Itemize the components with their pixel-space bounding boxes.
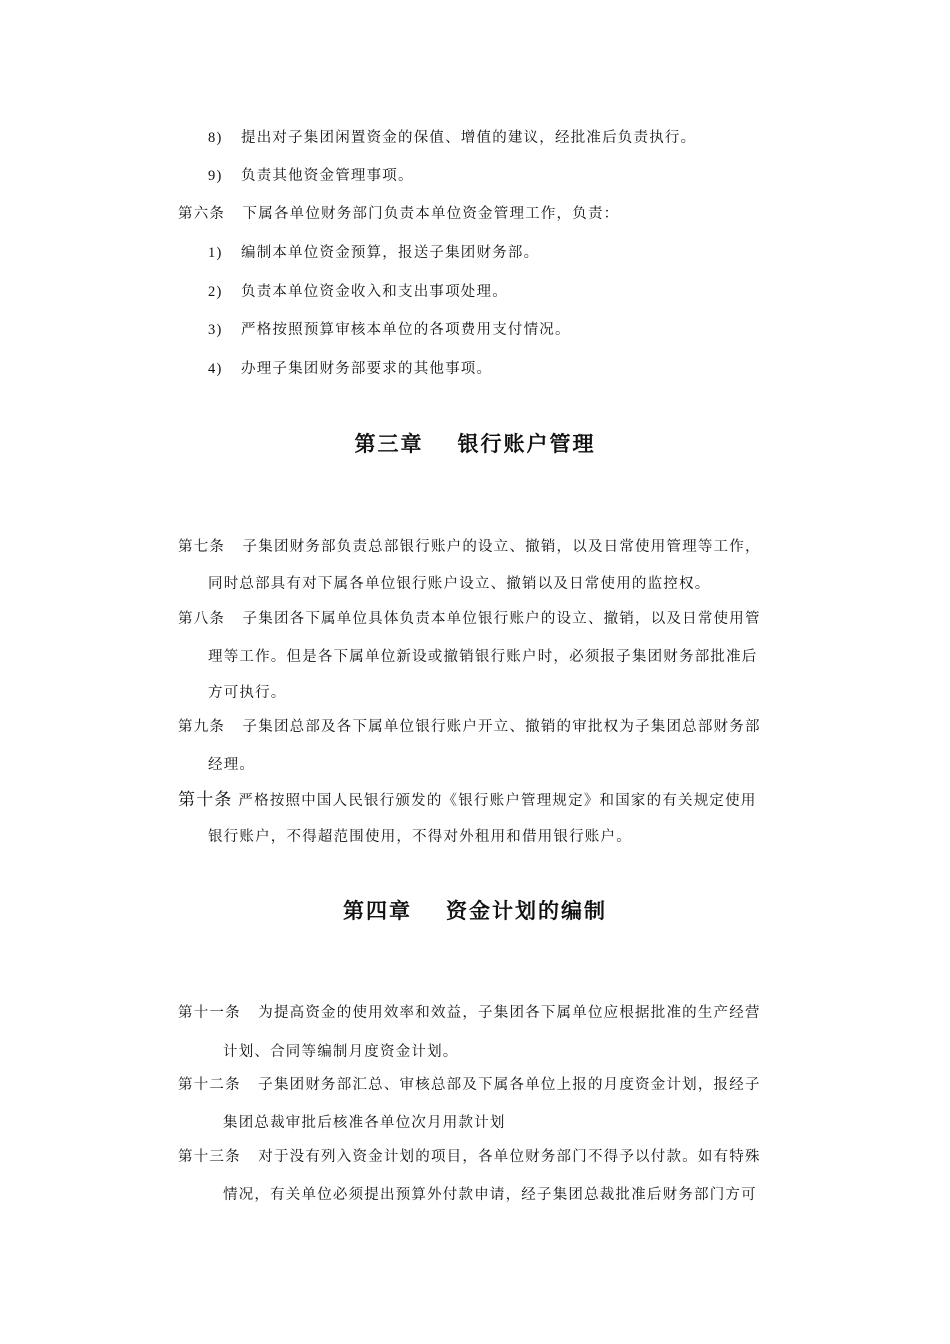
article-text: 为提高资金的使用效率和效益，子集团各下属单位应根据批准的生产经营: [258, 1005, 761, 1021]
article-text: 银行账户，不得超范围使用，不得对外租用和借用银行账户。: [208, 829, 632, 845]
item-text: 提出对子集团闲置资金的保值、增值的建议，经批准后负责执行。: [241, 130, 697, 146]
list-item: [208, 129, 696, 147]
article-9: [178, 718, 761, 736]
chapter-heading: [0, 898, 950, 924]
article-9-cont: [208, 756, 255, 774]
item-number: 4): [208, 361, 223, 377]
article-text: 子集团各下属单位具体负责本单位银行账户的设立、撤销，以及日常使用管: [242, 611, 761, 627]
article-11-cont: [223, 1043, 459, 1061]
article-12-cont: [223, 1114, 506, 1132]
article-8-cont: [208, 684, 287, 702]
article-text: 严格按照中国人民银行颁发的《银行账户管理规定》和国家的有关规定使用: [238, 793, 757, 809]
article-6: [178, 205, 619, 223]
article-text: 理等工作。但是各下属单位新设或撤销银行账户时，必须报子集团财务部批准后: [208, 649, 758, 665]
article-text: 集团总裁审批后核准各单位次月用款计划: [223, 1115, 506, 1131]
article-text: 方可执行。: [208, 685, 287, 701]
item-number: 1): [208, 245, 223, 261]
list-item: [208, 167, 414, 185]
article-text: 对于没有列入资金计划的项目，各单位财务部门不得予以付款。如有特殊: [258, 1149, 761, 1165]
item-text: 编制本单位资金预算，报送子集团财务部。: [241, 245, 540, 261]
article-text: 经理。: [208, 757, 256, 773]
item-number: 3): [208, 322, 223, 338]
list-item: [208, 283, 508, 301]
article-8-cont: [208, 648, 758, 666]
article-7: [178, 538, 761, 556]
article-text: 下属各单位财务部门负责本单位资金管理工作，负责：: [242, 206, 620, 222]
list-item: [208, 360, 492, 378]
chapter-number: 第三章: [354, 432, 424, 456]
item-text: 严格按照预算审核本单位的各项费用支付情况。: [241, 322, 571, 338]
article-13: [178, 1148, 761, 1166]
item-number: 2): [208, 284, 223, 300]
article-10: [178, 791, 757, 810]
article-label: 第七条: [178, 539, 226, 555]
article-label: 第十三条: [178, 1149, 241, 1165]
article-text: 子集团财务部负责总部银行账户的设立、撤销，以及日常使用管理等工作，: [242, 539, 761, 555]
article-13-cont: [223, 1186, 757, 1204]
chapter-title: 银行账户管理: [457, 432, 596, 456]
article-label: 第十一条: [178, 1005, 241, 1021]
item-text: 负责其他资金管理事项。: [241, 168, 414, 184]
list-item: [208, 321, 571, 339]
article-label: 第十二条: [178, 1077, 241, 1093]
item-text: 负责本单位资金收入和支出事项处理。: [241, 284, 508, 300]
item-number: 9): [208, 168, 223, 184]
article-10-cont: [208, 828, 632, 846]
item-number: 8): [208, 130, 223, 146]
article-label: 第六条: [178, 206, 226, 222]
article-text: 情况，有关单位必须提出预算外付款申请，经子集团总裁批准后财务部门方可: [223, 1187, 757, 1203]
article-label: 第八条: [178, 611, 226, 627]
article-11: [178, 1004, 761, 1022]
article-8: [178, 610, 761, 628]
item-text: 办理子集团财务部要求的其他事项。: [241, 361, 493, 377]
article-12: [178, 1076, 761, 1094]
article-7-cont: [208, 575, 710, 593]
article-text: 同时总部具有对下属各单位银行账户设立、撤销以及日常使用的监控权。: [208, 576, 711, 592]
chapter-title: 资金计划的编制: [446, 899, 607, 923]
chapter-number: 第四章: [343, 899, 412, 923]
article-text: 计划、合同等编制月度资金计划。: [223, 1044, 459, 1060]
article-text: 子集团总部及各下属单位银行账户开立、撤销的审批权为子集团总部财务部: [242, 719, 761, 735]
article-label: 第十条: [178, 790, 233, 810]
chapter-heading: [0, 431, 950, 457]
article-label: 第九条: [178, 719, 226, 735]
list-item: [208, 244, 539, 262]
article-text: 子集团财务部汇总、审核总部及下属各单位上报的月度资金计划，报经子: [258, 1077, 761, 1093]
